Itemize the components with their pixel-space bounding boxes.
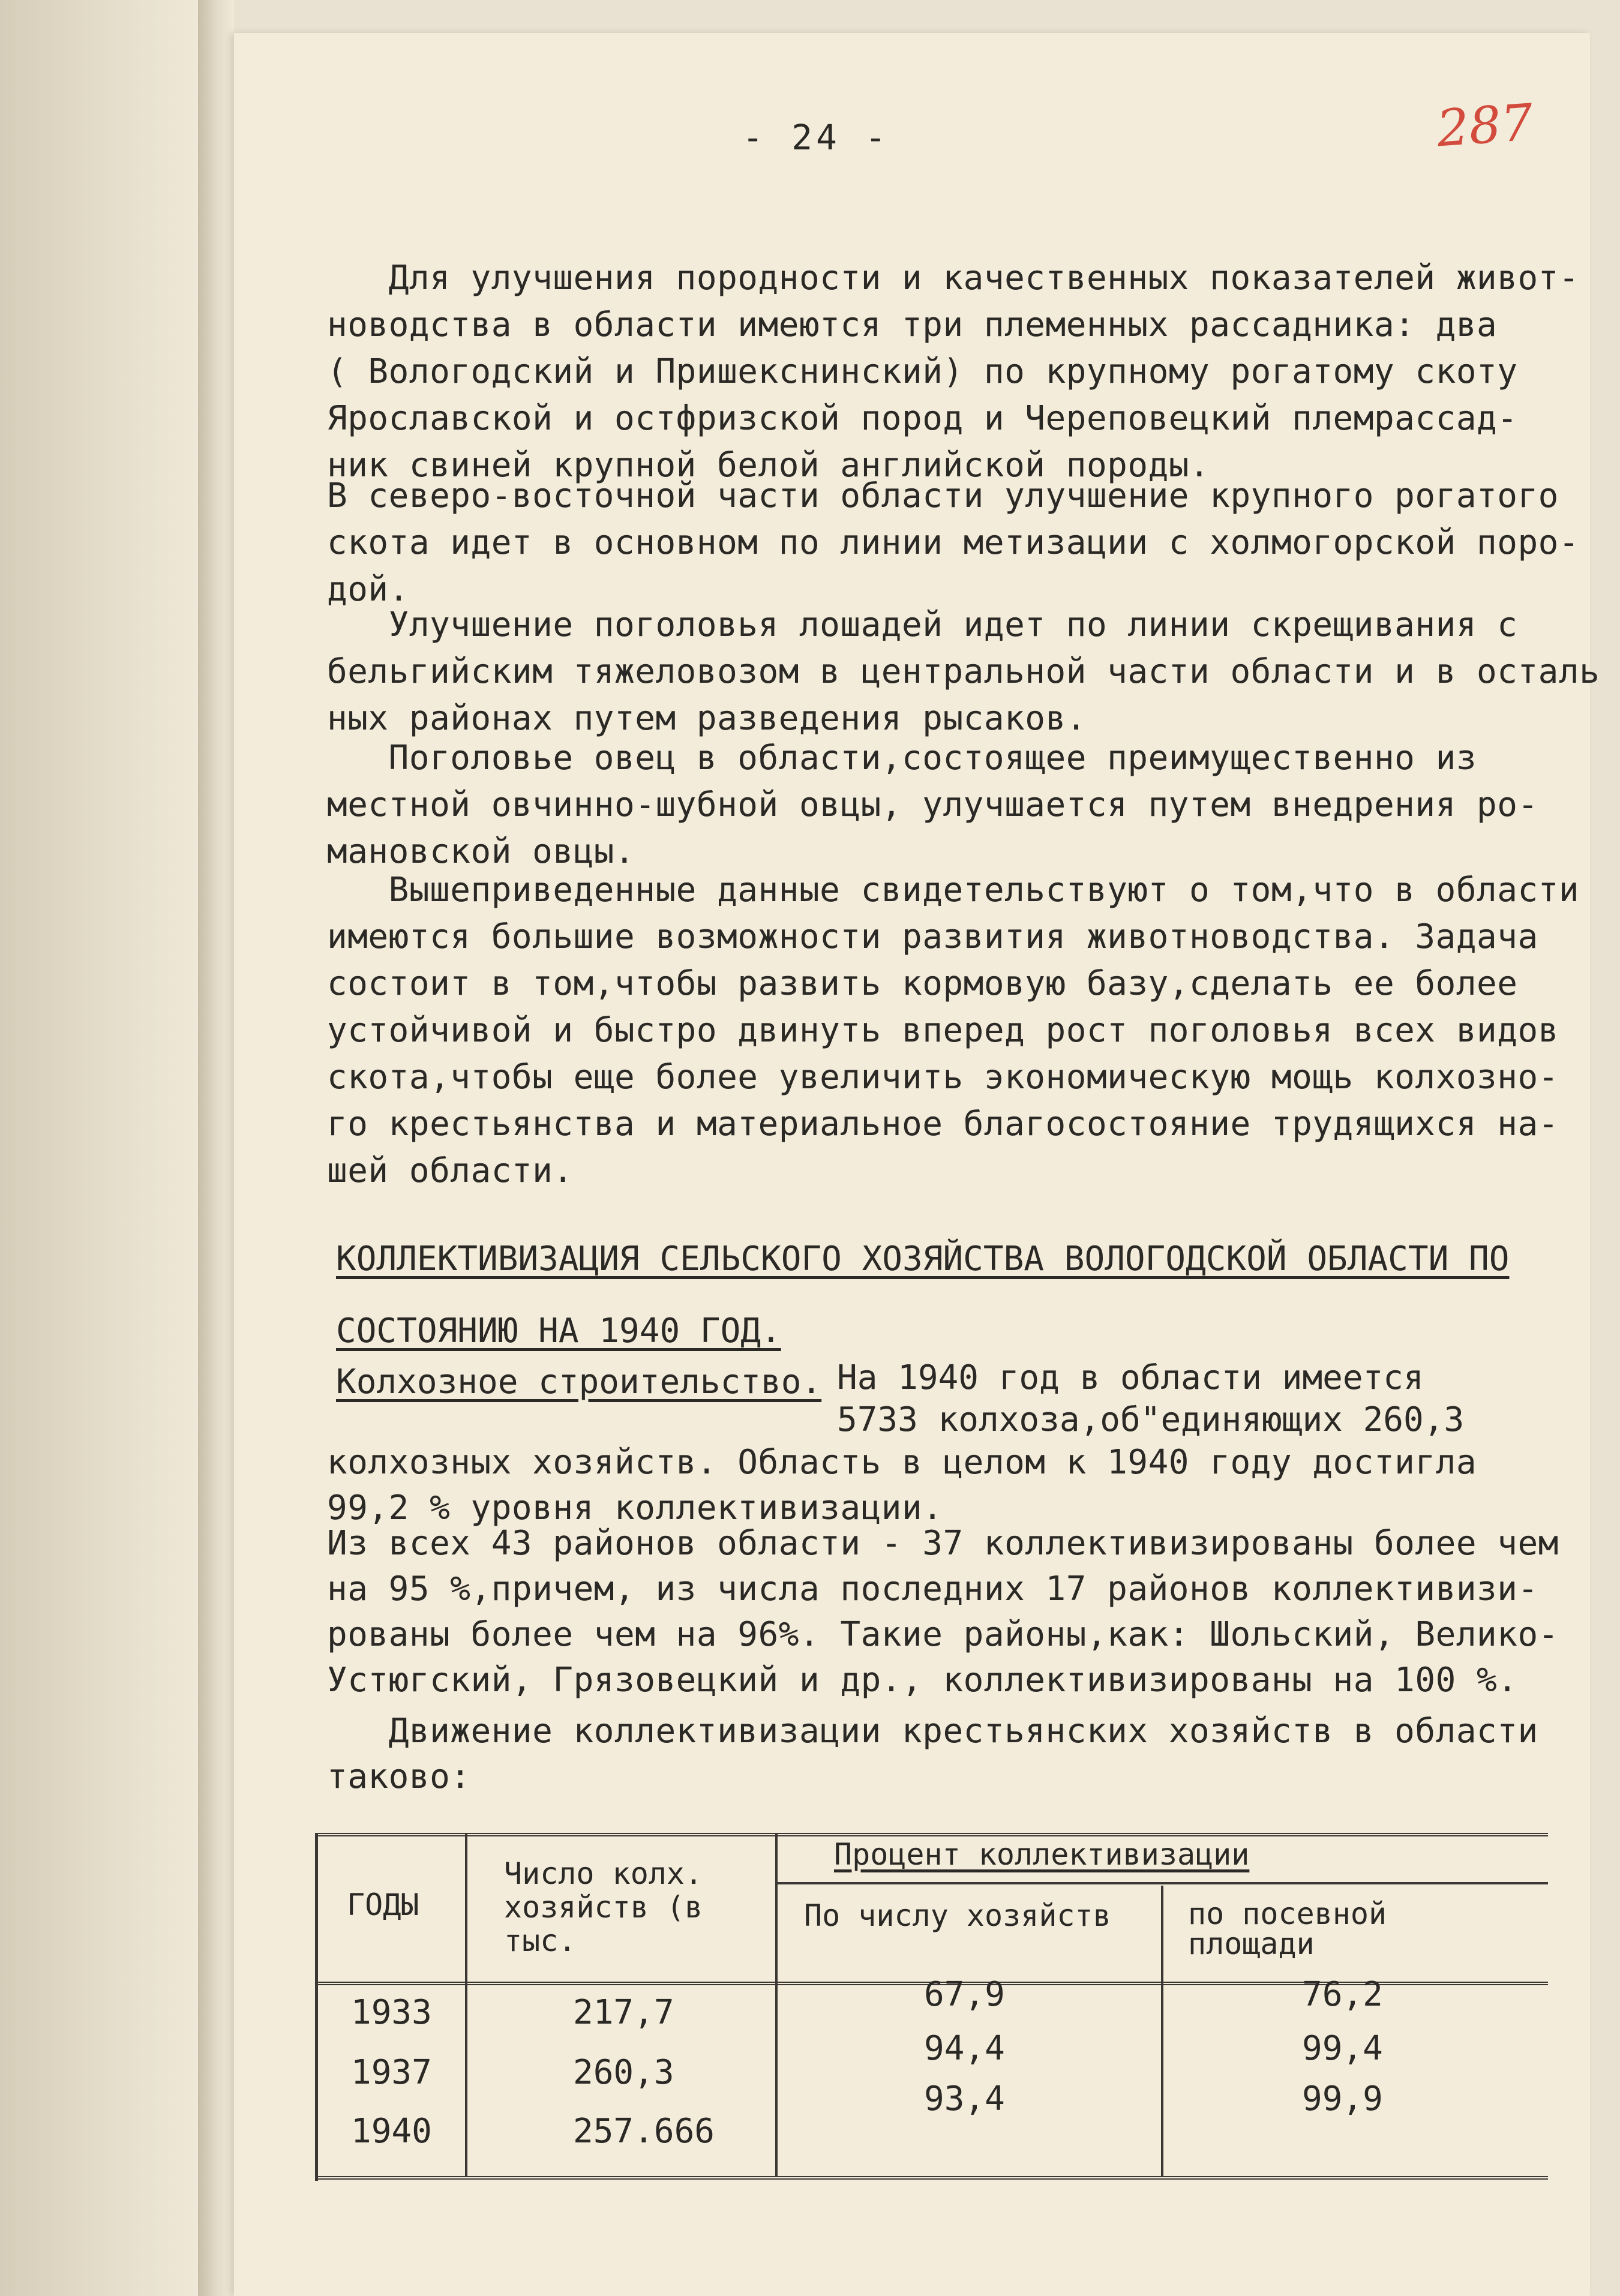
cell-percent-households: 93,4 [924,2079,1005,2118]
cell-household-count: 260,3 [573,2053,674,2092]
archive-page-number: 287 [1435,92,1535,158]
paragraph-districts: Из всех 43 районов области - 37 коллективизированы более чем на 95 %,причем, из числа последних 17 районов коллективизи- рованы более чем на 96%. Такие районы,как: Шольский, Велико- Устюгский, Грязовецкий и др., коллективизированы на 100 %. [327,1524,1559,1700]
cell-year: 1933 [351,1993,432,2032]
book-gutter [198,0,234,2296]
paragraph-collectivization-level: колхозных хозяйств. Область в целом к 1940 году достигла 99,2 % уровня коллективизации. [327,1443,1477,1527]
table-header-count: Число колх. хозяйств (в тыс. [504,1856,703,1958]
table-header-years: ГОДЫ [347,1887,419,1922]
subsection-heading: Колхозное строительство. [336,1362,822,1401]
cell-percent-households: 67,9 [924,1975,1005,2014]
subsection-intro: На 1940 год в области имеется 5733 колхоза,об"единяющих 260,3 [837,1358,1465,1439]
paragraph-table-intro: Движение коллективизации крестьянских хозяйств в области таково: [327,1712,1538,1796]
section-heading-line2: СОСТОЯНИЮ НА 1940 ГОД. [336,1311,781,1350]
cell-household-count: 257.666 [573,2112,715,2151]
page-number: - 24 - [742,117,890,158]
paragraph-breeding-stations: Для улучшения породности и качественных показателей живот- новодства в области имеются три племенных рассадника: два ( Вологодский и Пришекснинский) по крупному рогатому скоту Ярославской и остфризской пород и Череповецкий племрассад- ник свиней крупной белой английской породы. [327,259,1580,485]
paragraph-sheep: Поголовье овец в области,состоящее преимущественно из местной овчинно-шубной овцы, улучшается путем внедрения ро- мановской овцы. [327,739,1538,871]
cell-percent-area: 76,2 [1302,1975,1383,2014]
table-header-percent: Процент коллективизации [834,1837,1250,1872]
table-header-by-area: по посевной площади [1188,1896,1387,1961]
cell-year: 1940 [351,2112,432,2151]
cell-percent-households: 94,4 [924,2029,1005,2068]
cell-percent-area: 99,4 [1302,2029,1383,2068]
table-column-divider [1161,1886,1163,2176]
table-rule-bottom [318,2176,1548,2180]
table-percent-group-rule [775,1882,1548,1884]
cell-year: 1937 [351,2053,432,2092]
table-column-divider [465,1833,467,2176]
paragraph-horses: Улучшение поголовья лошадей идет по линии скрещивания с бельгийским тяжеловозом в центральной части области и в осталь ных районах путем разведения рысаков. [327,605,1600,738]
left-page-edge [0,0,198,2296]
paragraph-northeast-cattle: В северо-восточной части области улучшение крупного рогатого скота идет в основном по линии метизации с холмогорской поро- дой. [327,476,1580,609]
collectivization-table [315,1833,1548,2181]
paragraph-conclusion: Вышеприведенные данные свидетельствуют о том,что в области имеются большие возможности развития животноводства. Задача состоит в том,чтобы развить кормовую базу,сделать ее более устойчивой и быстро двинуть вперед рост поголовья всех видов скота,чтобы еще более увеличить экономическую мощь колхозно- го крестьянства и материальное благосостояние трудящихся на- шей области. [327,871,1580,1190]
cell-percent-area: 99,9 [1302,2079,1383,2118]
cell-household-count: 217,7 [573,1993,674,2032]
table-rule-top [318,1833,1548,1836]
section-heading-line1: КОЛЛЕКТИВИЗАЦИЯ СЕЛЬСКОГО ХОЗЯЙСТВА ВОЛОГОДСКОЙ ОБЛАСТИ ПО [336,1239,1510,1278]
table-header-by-households: По числу хозяйств [804,1898,1111,1933]
